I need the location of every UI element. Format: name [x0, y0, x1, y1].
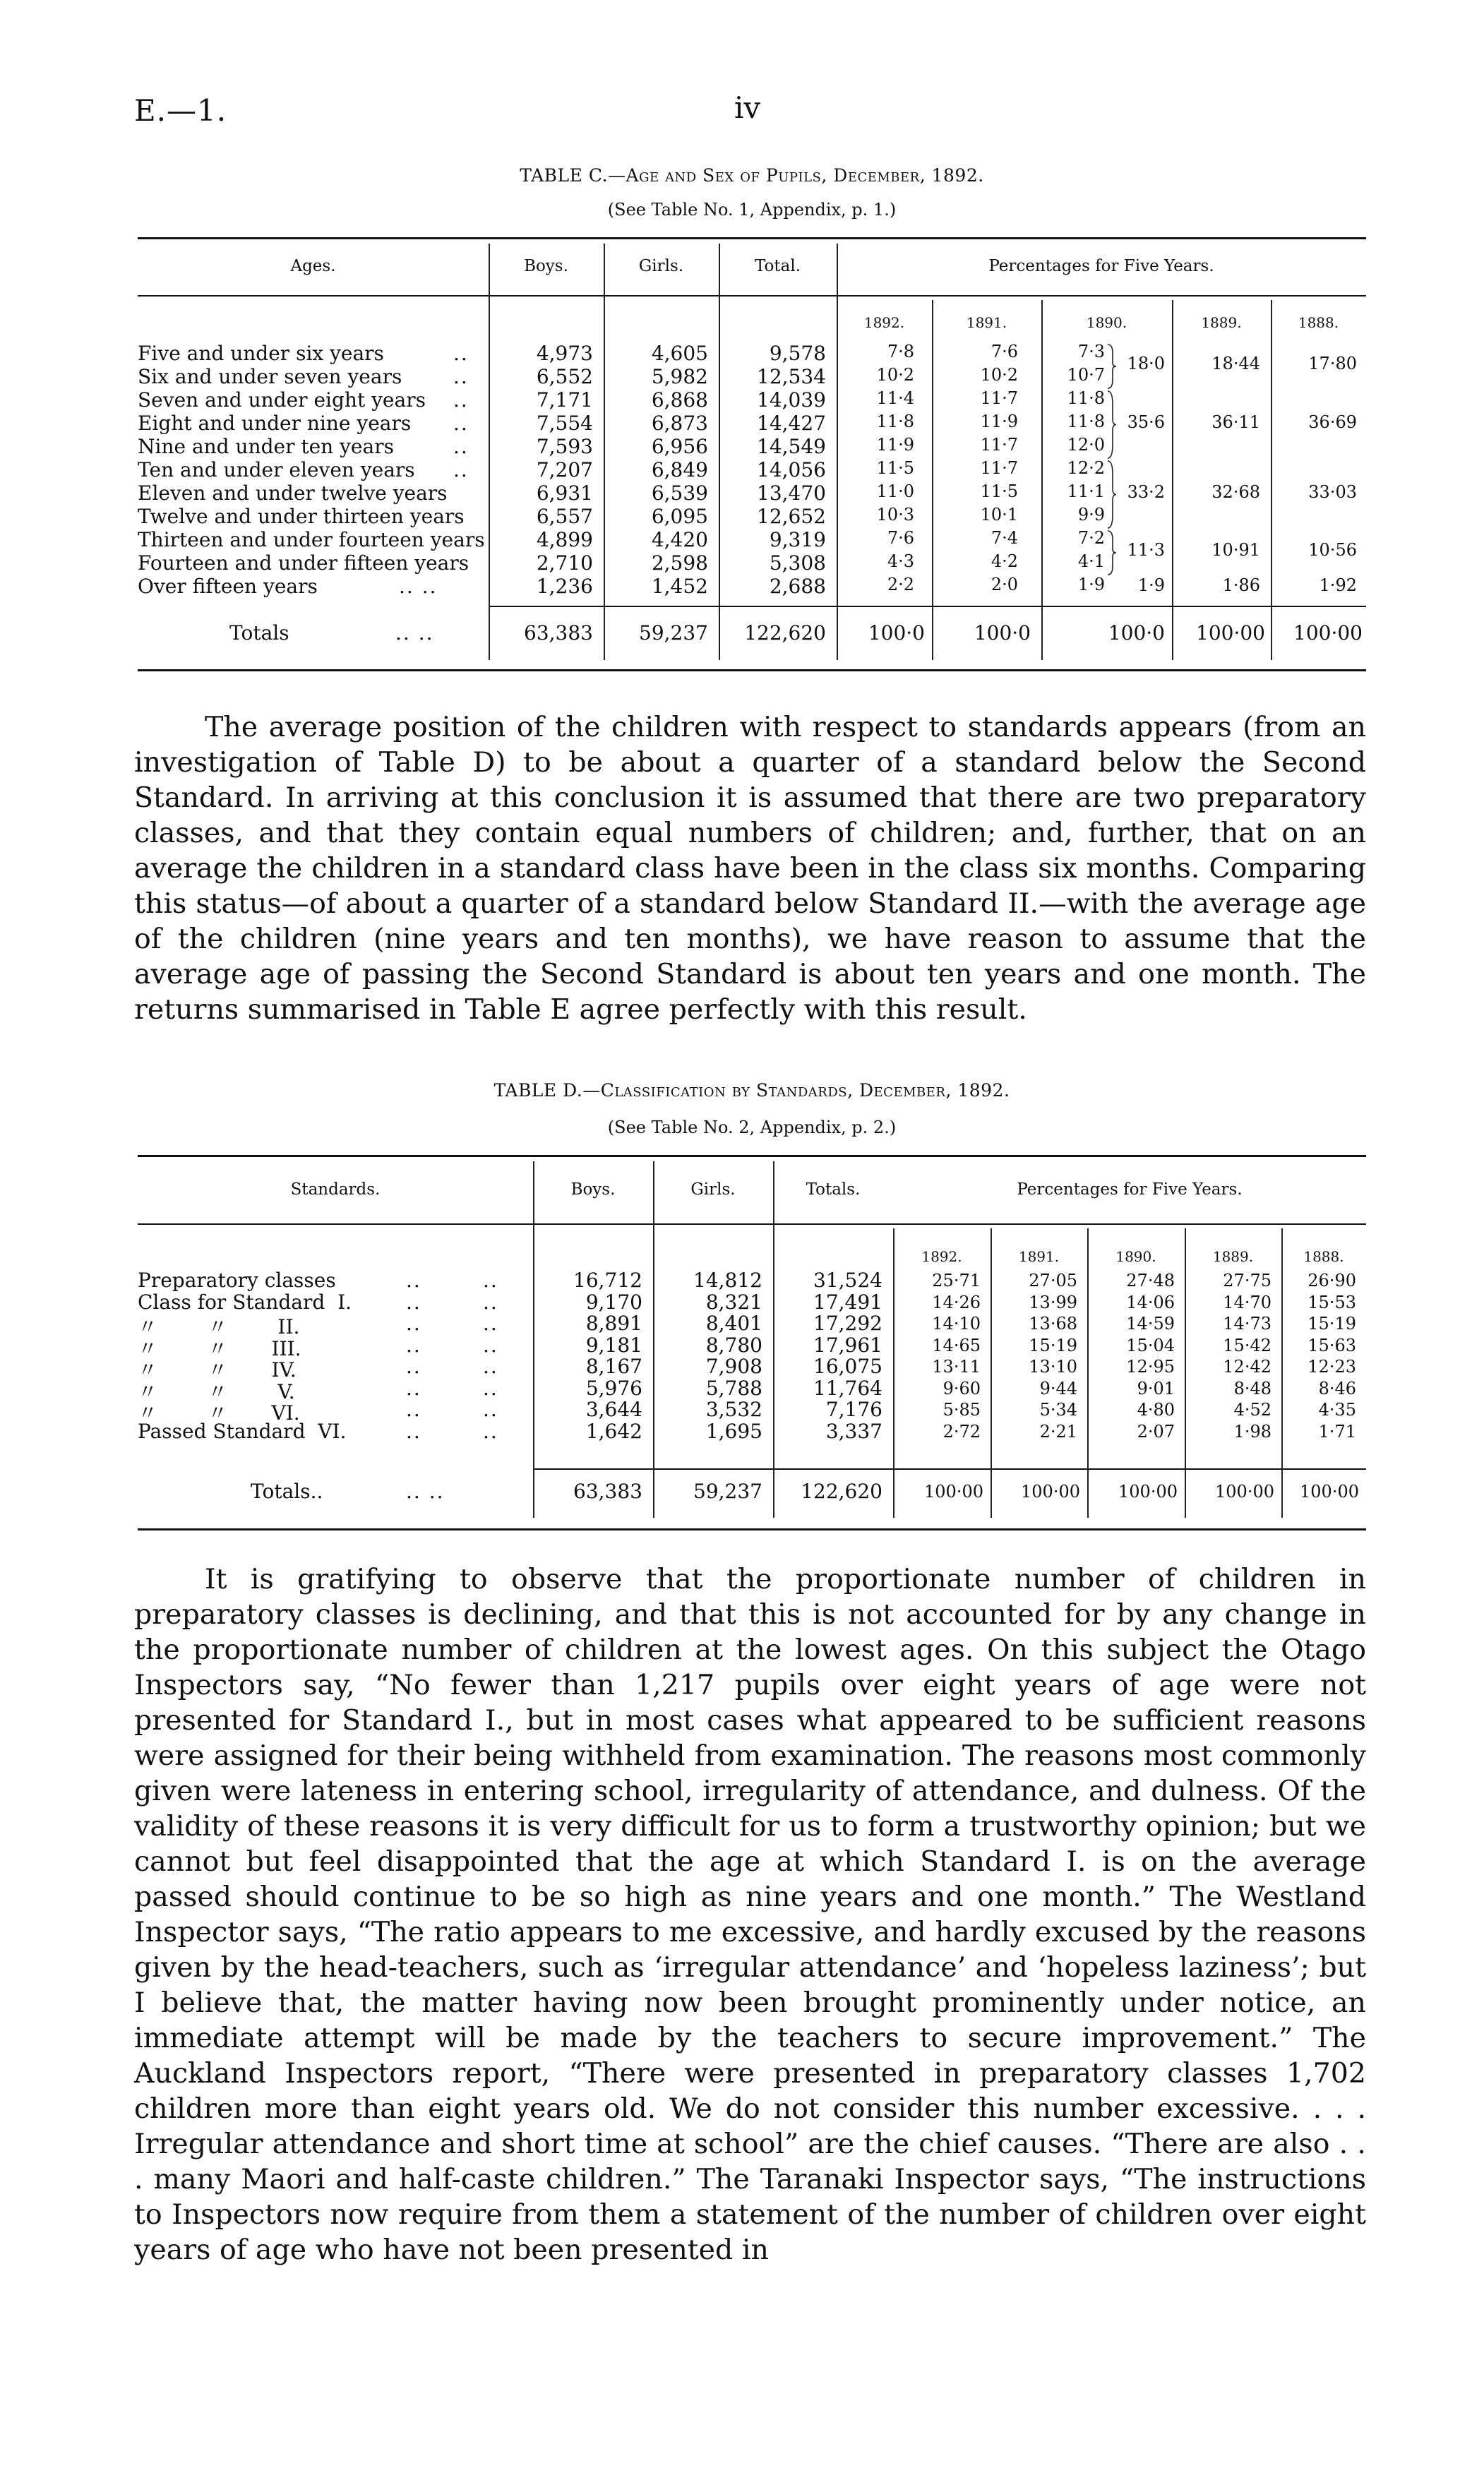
cell-1891: 4·2: [991, 551, 1018, 571]
table-d-bottom-rule: [138, 1528, 1366, 1530]
cell-1891: 7·4: [991, 528, 1018, 548]
cell-boys: 16,712: [573, 1269, 642, 1292]
cell-girls: 1,452: [651, 575, 708, 598]
year-1892: 1892.: [863, 314, 905, 331]
cell-percentage: 15·63: [1308, 1335, 1356, 1355]
table-d-totals-rule: [533, 1468, 1366, 1470]
cell-girls: 3,532: [705, 1398, 762, 1421]
cell-total: 9,578: [769, 342, 826, 365]
paragraph-1: The average position of the children with respect to standards appears (from an investigation of Table D) to be about a quarter of a standard below the Second Standard. In arriving at this conclusion it is assumed that there are two preparatory classes, and that they contain equal numbers of children; and, further, that on an average the children in a standard class have been in the class six months. Comparing this status—of about a quarter of a standard below Standard II.—with the average age of the children (nine years and ten months), we have reason to assume that the average age of passing the Second Standard is about ten years and one month. The returns summarised in Table E agree perfectly with this result.: [134, 711, 1366, 1026]
cell-percentage: 14·70: [1223, 1292, 1271, 1312]
cell-1890-group: 35·6: [1127, 412, 1165, 432]
cell-percentage: 26·90: [1308, 1271, 1356, 1290]
cell-percentage: 14·73: [1223, 1314, 1271, 1334]
table-c-header-rule: [138, 295, 1366, 296]
table-d-title: TABLE D.—Classification by Standards, December, 1892.: [493, 1080, 1010, 1101]
cell-1892: 10·2: [876, 365, 914, 385]
header-total: Total.: [754, 257, 801, 275]
header-percentages: Percentages for Five Years.: [988, 257, 1214, 275]
cell-1888: 36·69: [1308, 412, 1357, 432]
cell-percentage: 5·85: [943, 1400, 981, 1420]
cell-boys: 3,644: [585, 1398, 642, 1421]
leader-dots: ..: [453, 342, 469, 365]
cell-boys: 7,554: [536, 412, 593, 435]
row-label: Ten and under eleven years: [138, 458, 415, 481]
cell-percentage: 4·80: [1137, 1400, 1175, 1420]
cell-total: 17,961: [813, 1333, 882, 1357]
cell-1890-group: 11·3: [1127, 540, 1165, 560]
row-label: 〃 〃 V.: [138, 1379, 295, 1403]
cell-percentage: 5·34: [1039, 1400, 1077, 1420]
cell-girls: 8,401: [705, 1312, 762, 1335]
cell-total: 14,427: [757, 412, 826, 435]
cell-percentage: 25·71: [932, 1271, 981, 1290]
cell-boys: 9,170: [585, 1290, 642, 1314]
cell-1889: 36·11: [1211, 412, 1260, 432]
cell-1890: 7·2: [1077, 528, 1105, 548]
total-girls: 59,237: [639, 621, 708, 645]
cell-percentage: 15·04: [1126, 1335, 1175, 1355]
year-header: 1892.: [921, 1248, 962, 1265]
header-boys: Boys.: [570, 1180, 616, 1199]
cell-1891: 10·2: [980, 365, 1018, 385]
cell-1892: 11·4: [876, 388, 914, 408]
cell-total: 17,491: [813, 1290, 882, 1314]
leader-dots: .. ..: [399, 575, 438, 598]
cell-girls: 1,695: [705, 1419, 762, 1443]
cell-boys: 5,976: [585, 1376, 642, 1400]
total-boys: 63,383: [524, 621, 593, 645]
total-percentage: 100·00: [1021, 1482, 1080, 1502]
table-c-subtitle: (See Table No. 1, Appendix, p. 1.): [607, 200, 897, 220]
cell-percentage: 8·46: [1318, 1378, 1356, 1398]
total-1892: 100·0: [868, 621, 925, 645]
cell-percentage: 13·11: [932, 1357, 981, 1377]
table-d-top-rule: [138, 1155, 1366, 1157]
cell-1890: 11·8: [1067, 388, 1105, 408]
header-boys: Boys.: [524, 257, 568, 275]
table-d-subtitle: (See Table No. 2, Appendix, p. 2.): [607, 1118, 897, 1137]
cell-1890-group: 18·0: [1127, 354, 1165, 373]
cell-total: 12,534: [757, 365, 826, 388]
cell-percentage: 27·48: [1126, 1271, 1175, 1290]
leader-dots: ..: [453, 388, 469, 412]
cell-total: 17,292: [813, 1312, 882, 1335]
leader-dots: .. ..: [406, 1333, 498, 1357]
cell-1890: 1·9: [1077, 575, 1105, 594]
table-c-totals-rule: [489, 606, 1366, 607]
cell-girls: 5,982: [651, 365, 708, 388]
cell-1889: 32·68: [1211, 481, 1260, 502]
cell-percentage: 9·60: [943, 1378, 981, 1398]
cell-percentage: 13·10: [1029, 1357, 1077, 1377]
cell-girls: 7,908: [705, 1355, 762, 1378]
leader-dots: .. ..: [406, 1376, 498, 1400]
cell-percentage: 1·71: [1318, 1421, 1356, 1442]
cell-1890-group: 1·9: [1137, 575, 1165, 595]
cell-percentage: 14·65: [932, 1335, 981, 1355]
total-percentage: 100·00: [1300, 1482, 1359, 1502]
leader-dots: .. ..: [406, 1269, 498, 1292]
cell-1891: 11·9: [980, 412, 1018, 431]
row-label: Passed Standard VI.: [138, 1419, 347, 1443]
cell-girls: 14,812: [693, 1269, 762, 1292]
cell-1892: 11·5: [876, 458, 914, 478]
cell-girls: 6,873: [651, 412, 708, 435]
cell-1890-group: 33·2: [1127, 481, 1165, 502]
cell-1892: 11·8: [876, 412, 914, 431]
row-label: Preparatory classes: [138, 1269, 336, 1292]
cell-1888: 33·03: [1308, 481, 1357, 502]
cell-1892: 2·2: [887, 575, 914, 594]
cell-percentage: 4·52: [1233, 1400, 1271, 1420]
cell-girls: 6,868: [651, 388, 708, 412]
cell-boys: 6,931: [536, 481, 593, 505]
year-header: 1890.: [1115, 1248, 1156, 1265]
cell-boys: 6,552: [536, 365, 593, 388]
cell-1889: 10·91: [1211, 540, 1260, 560]
cell-girls: 6,539: [651, 481, 708, 505]
cell-1891: 2·0: [991, 575, 1018, 594]
total-girls: 59,237: [693, 1480, 762, 1503]
cell-girls: 5,788: [705, 1376, 762, 1400]
year-1890: 1890.: [1086, 314, 1127, 331]
cell-total: 16,075: [813, 1355, 882, 1378]
cell-total: 13,470: [757, 481, 826, 505]
total-percentage: 100·00: [924, 1482, 983, 1502]
cell-boys: 7,593: [536, 435, 593, 458]
cell-percentage: 9·44: [1039, 1378, 1077, 1398]
leader-dots: .. ..: [406, 1312, 498, 1335]
cell-1888: 17·80: [1308, 354, 1357, 373]
cell-1892: 11·0: [876, 481, 914, 501]
cell-1892: 7·6: [887, 528, 914, 548]
row-label: Fourteen and under fifteen years: [138, 551, 469, 575]
cell-total: 3,337: [825, 1419, 882, 1443]
cell-percentage: 8·48: [1233, 1378, 1271, 1398]
cell-boys: 8,891: [585, 1312, 642, 1335]
cell-total: 31,524: [813, 1269, 882, 1292]
cell-percentage: 14·10: [932, 1314, 981, 1334]
cell-percentage: 4·35: [1318, 1400, 1356, 1420]
cell-percentage: 2·21: [1039, 1421, 1077, 1442]
year-header: 1888.: [1303, 1248, 1344, 1265]
total-1891: 100·0: [974, 621, 1031, 645]
cell-girls: 2,598: [651, 551, 708, 575]
cell-total: 9,319: [769, 528, 826, 551]
cell-percentage: 15·19: [1029, 1335, 1077, 1355]
cell-girls: 8,321: [705, 1290, 762, 1314]
row-label: 〃 〃 IV.: [138, 1358, 297, 1382]
total-1889: 100·00: [1196, 621, 1265, 645]
cell-percentage: 14·26: [932, 1292, 981, 1312]
paragraph-2: It is gratifying to observe that the proportionate number of children in preparatory classes is declining, and that this is not accounted for by any change in the proportionate number of children at the lowest ages. On this subject the Otago Inspectors say, “No fewer than 1,217 pupils over eight years of age were not presented for Standard I., but in most cases what appeared to be sufficient reasons were assigned for their being withheld from examination. The reasons most commonly given were lateness in entering school, irregularity of attendance, and dulness. Of the validity of these reasons it is very difficult for us to form a trustworthy opinion; but we cannot but feel disappointed that the age at which Standard I. is on the average passed should continue to be so high as nine years and one month.” The Westland Inspector says, “The ratio appears to me excessive, and hardly excused by the reasons given by the head-teachers, such as ‘irregular attendance’ and ‘hopeless laziness’; but I believe that, the matter having now been brought prominently under notice, an immediate attempt will be made by the teachers to secure improvement.” The Auckland Inspectors report, “There were presented in preparatory classes 1,702 children more than eight years old. We do not consider this number excessive. . . . Irregular attendance and short time at school” are the chief causes. “There are also . . . many Maori and half-caste children.” The Taranaki Inspector says, “The instructions to Inspectors now require from them a statement of the number of children over eight years of age who have not been presented in: [134, 1563, 1366, 2266]
year-1889: 1889.: [1201, 314, 1242, 331]
table-c-bottom-rule: [138, 669, 1366, 671]
cell-boys: 6,557: [536, 505, 593, 528]
cell-1890: 11·1: [1067, 481, 1105, 501]
leader-dots: .. ..: [406, 1419, 498, 1443]
row-label: Six and under seven years: [138, 365, 402, 388]
table-c-title: TABLE C.—Age and Sex of Pupils, December, 1892.: [520, 165, 984, 186]
header-standards: Standards.: [290, 1180, 381, 1199]
header-girls: Girls.: [638, 257, 684, 275]
cell-percentage: 13·68: [1029, 1314, 1077, 1334]
cell-girls: 4,605: [651, 342, 708, 365]
row-label: 〃 〃 III.: [138, 1336, 301, 1360]
leader-dots: ..: [453, 412, 469, 435]
row-label: 〃 〃 II.: [138, 1315, 300, 1338]
leader-dots: ..: [453, 435, 469, 458]
cell-boys: 7,171: [536, 388, 593, 412]
cell-percentage: 27·75: [1223, 1271, 1271, 1290]
cell-percentage: 12·95: [1126, 1357, 1175, 1377]
row-label: Seven and under eight years: [138, 388, 426, 412]
cell-percentage: 14·59: [1126, 1314, 1175, 1334]
document-id: E.—1.: [134, 93, 227, 128]
cell-girls: 4,420: [651, 528, 708, 551]
cell-boys: 7,207: [536, 458, 593, 481]
total-boys: 63,383: [573, 1480, 642, 1503]
total-percentage: 100·00: [1215, 1482, 1274, 1502]
cell-girls: 6,095: [651, 505, 708, 528]
cell-total: 14,549: [757, 435, 826, 458]
row-label: Five and under six years: [138, 342, 384, 365]
leader-dots: ..: [453, 365, 469, 388]
cell-percentage: 2·07: [1137, 1421, 1175, 1442]
cell-total: 2,688: [769, 575, 826, 598]
cell-percentage: 12·42: [1223, 1357, 1271, 1377]
cell-total: 5,308: [769, 551, 826, 575]
leader-dots: .. ..: [406, 1398, 498, 1421]
cell-boys: 8,167: [585, 1355, 642, 1378]
cell-percentage: 27·05: [1029, 1271, 1077, 1290]
total-percentage: 100·00: [1118, 1482, 1178, 1502]
cell-total: 7,176: [825, 1398, 882, 1421]
cell-percentage: 13·99: [1029, 1292, 1077, 1312]
cell-boys: 9,181: [585, 1333, 642, 1357]
cell-percentage: 2·72: [943, 1421, 981, 1442]
total-1890: 100·0: [1108, 621, 1165, 645]
cell-1889: 18·44: [1211, 354, 1260, 373]
cell-1892: 11·9: [876, 435, 914, 455]
cell-total: 14,056: [757, 458, 826, 481]
page-number: iv: [734, 90, 761, 125]
cell-1891: 10·1: [980, 505, 1018, 525]
cell-1890: 10·7: [1067, 365, 1105, 385]
cell-1888: 10·56: [1308, 540, 1357, 560]
cell-1891: 11·7: [980, 458, 1018, 478]
cell-1891: 11·5: [980, 481, 1018, 501]
cell-1892: 10·3: [876, 505, 914, 525]
cell-total: 14,039: [757, 388, 826, 412]
cell-1891: 7·6: [991, 342, 1018, 361]
row-label: Twelve and under thirteen years: [138, 505, 465, 528]
leader-dots: ..: [453, 458, 469, 481]
cell-1888: 1·92: [1319, 575, 1357, 595]
row-label: 〃 〃 VI.: [138, 1401, 300, 1425]
cell-1892: 7·8: [887, 342, 914, 361]
header-girls: Girls.: [690, 1180, 736, 1199]
totals-label: Totals: [229, 621, 289, 645]
leader-dots: .. ..: [406, 1290, 498, 1314]
cell-percentage: 9·01: [1137, 1378, 1175, 1398]
table-c-top-rule: [138, 237, 1366, 239]
header-totals: Totals.: [806, 1180, 861, 1199]
row-label: Class for Standard I.: [138, 1290, 352, 1314]
cell-girls: 6,956: [651, 435, 708, 458]
cell-total: 12,652: [757, 505, 826, 528]
cell-1890: 4·1: [1077, 551, 1105, 571]
cell-percentage: 15·53: [1308, 1292, 1356, 1312]
row-label: Eight and under nine years: [138, 412, 412, 435]
cell-1889: 1·86: [1222, 575, 1260, 595]
cell-1891: 11·7: [980, 388, 1018, 408]
cell-percentage: 12·23: [1308, 1357, 1356, 1377]
row-label: Over fifteen years: [138, 575, 318, 598]
row-label: Thirteen and under fourteen years: [138, 528, 485, 551]
total-1888: 100·00: [1293, 621, 1363, 645]
total-total: 122,620: [744, 621, 826, 645]
cell-1890: 9·9: [1077, 505, 1105, 525]
cell-percentage: 15·19: [1308, 1314, 1356, 1334]
header-percentages: Percentages for Five Years.: [1017, 1180, 1243, 1199]
cell-percentage: 1·98: [1233, 1421, 1271, 1442]
cell-1892: 4·3: [887, 551, 914, 571]
cell-1890: 11·8: [1067, 412, 1105, 431]
cell-percentage: 15·42: [1223, 1335, 1271, 1355]
year-1888: 1888.: [1298, 314, 1339, 331]
cell-total: 11,764: [813, 1376, 882, 1400]
total-total: 122,620: [801, 1480, 882, 1503]
row-label: Nine and under ten years: [138, 435, 394, 458]
leader-dots: .. ..: [395, 621, 434, 645]
year-header: 1891.: [1018, 1248, 1060, 1265]
year-header: 1889.: [1212, 1248, 1254, 1265]
cell-boys: 1,236: [536, 575, 593, 598]
cell-1890: 12·2: [1067, 458, 1105, 478]
cell-boys: 2,710: [536, 551, 593, 575]
cell-girls: 6,849: [651, 458, 708, 481]
cell-boys: 4,973: [536, 342, 593, 365]
year-1891: 1891.: [966, 314, 1007, 331]
cell-1891: 11·7: [980, 435, 1018, 455]
leader-dots: .. ..: [406, 1355, 498, 1378]
cell-girls: 8,780: [705, 1333, 762, 1357]
table-d-header-rule: [138, 1223, 1366, 1225]
cell-percentage: 14·06: [1126, 1292, 1175, 1312]
totals-label: Totals..: [251, 1480, 323, 1503]
cell-boys: 4,899: [536, 528, 593, 551]
cell-1890: 12·0: [1067, 435, 1105, 455]
leader-dots: .. ..: [406, 1480, 445, 1503]
row-label: Eleven and under twelve years: [138, 481, 448, 505]
cell-boys: 1,642: [585, 1419, 642, 1443]
cell-1890: 7·3: [1077, 342, 1105, 361]
header-ages: Ages.: [290, 257, 336, 275]
